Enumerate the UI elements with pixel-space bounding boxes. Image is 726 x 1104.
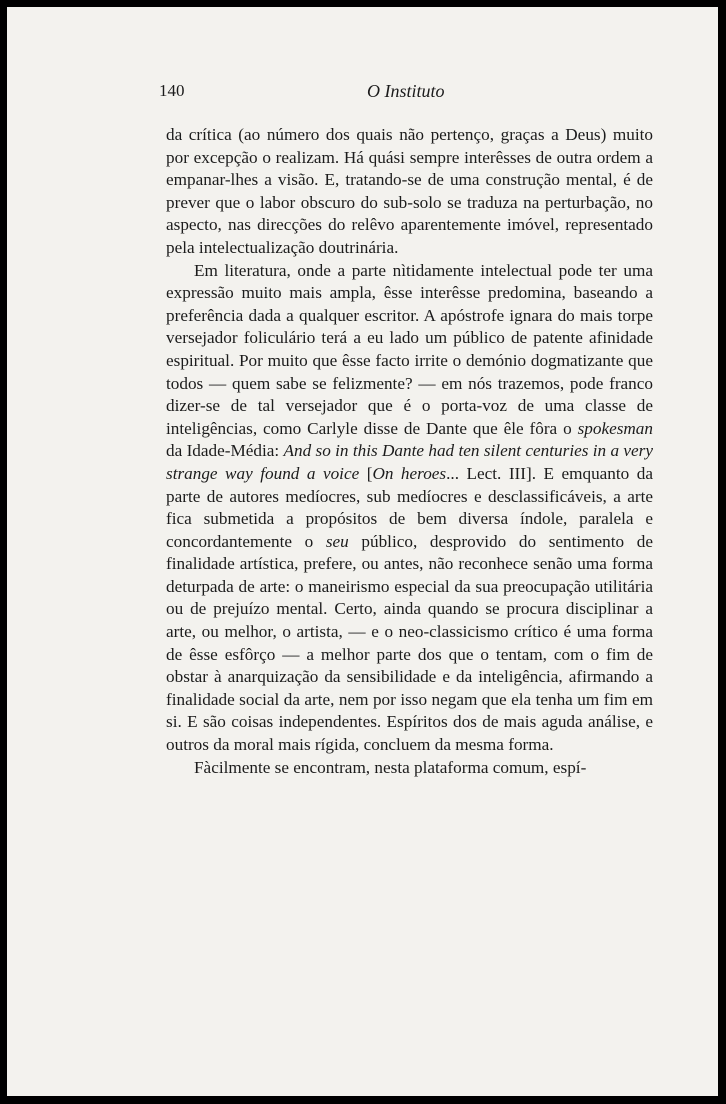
italic-text: spokesman — [577, 418, 653, 438]
text-run: Em literatura, onde a parte nìtidamente intelectual pode ter uma expressão muito mais ampla, êsse interêsse predomina, baseando a preferência dada a qualquer escritor. A apóstrofe ignara do mais torpe versejador foliculário terá a eu lado um público de patente afinidade espiritual. Por muito que êsse facto irrite o demónio dogmatizante que todos — quem sabe se felizmente? — em nós trazemos, pode franco dizer-se de tal versejador que é o porta-voz de uma classe de inteligências, como Carlyle disse de Dante que êle fôra o — [166, 260, 653, 438]
text-run: da Idade-Média: — [166, 441, 284, 461]
text-run: [ — [359, 463, 373, 483]
book-page — [7, 7, 718, 1096]
text-run: público, desprovido do sentimento de finalidade artística, prefere, ou antes, não reconhece senão uma forma deturpada de arte: o maneirismo especial da sua preocupação utilitária ou de prejuízo mental. Certo, ainda quando se procura disciplinar a arte, ou melhor, o artista, — e o neo-classicismo crítico é uma forma de êsse esfôrço — a melhor parte dos que o tentam, com o fim de obstar à anarquização da sensibilidade e da inteligência, afirmando a finalidade social da arte, nem por isso negam que ela tenha um fim em si. E são coisas independentes. Espíritos dos de mais aguda análise, e outros da moral mais rígida, concluem da mesma forma. — [166, 531, 653, 755]
paragraph-3 — [166, 757, 653, 780]
body-text — [166, 124, 653, 779]
page-number: 140 — [159, 81, 185, 100]
text-run: ... Lect. III]. E emquanto da parte de autores medíocres, sub medíocres e desclassificáveis, a arte fica submetida a propósitos de bem diversa índole, paralela e concordantemente o — [166, 463, 653, 551]
paragraph-2 — [166, 260, 653, 757]
text-run: da crítica (ao número dos quais não pertenço, graças a Deus) muito por excepção o realizam. Há quási sempre interêsses de outra ordem a empanar-lhes a visão. E, tratando-se de uma construção mental, é de prever que o labor obscuro do sub-solo se traduza na perturbação, no aspecto, nas direcções do relêvo aparentemente imóvel, representado pela intelectualização doutrinária. — [166, 125, 653, 257]
paragraph-1 — [166, 124, 653, 260]
italic-text: And so in this Dante had ten silent centuries in a very strange way found a voice — [166, 441, 653, 483]
page-header — [147, 81, 649, 105]
italic-text: On heroes — [372, 463, 447, 483]
running-title: O Instituto — [367, 81, 445, 101]
text-run: Fàcilmente se encontram, nesta plataforma comum, espí- — [194, 757, 587, 777]
italic-text: seu — [325, 531, 349, 551]
